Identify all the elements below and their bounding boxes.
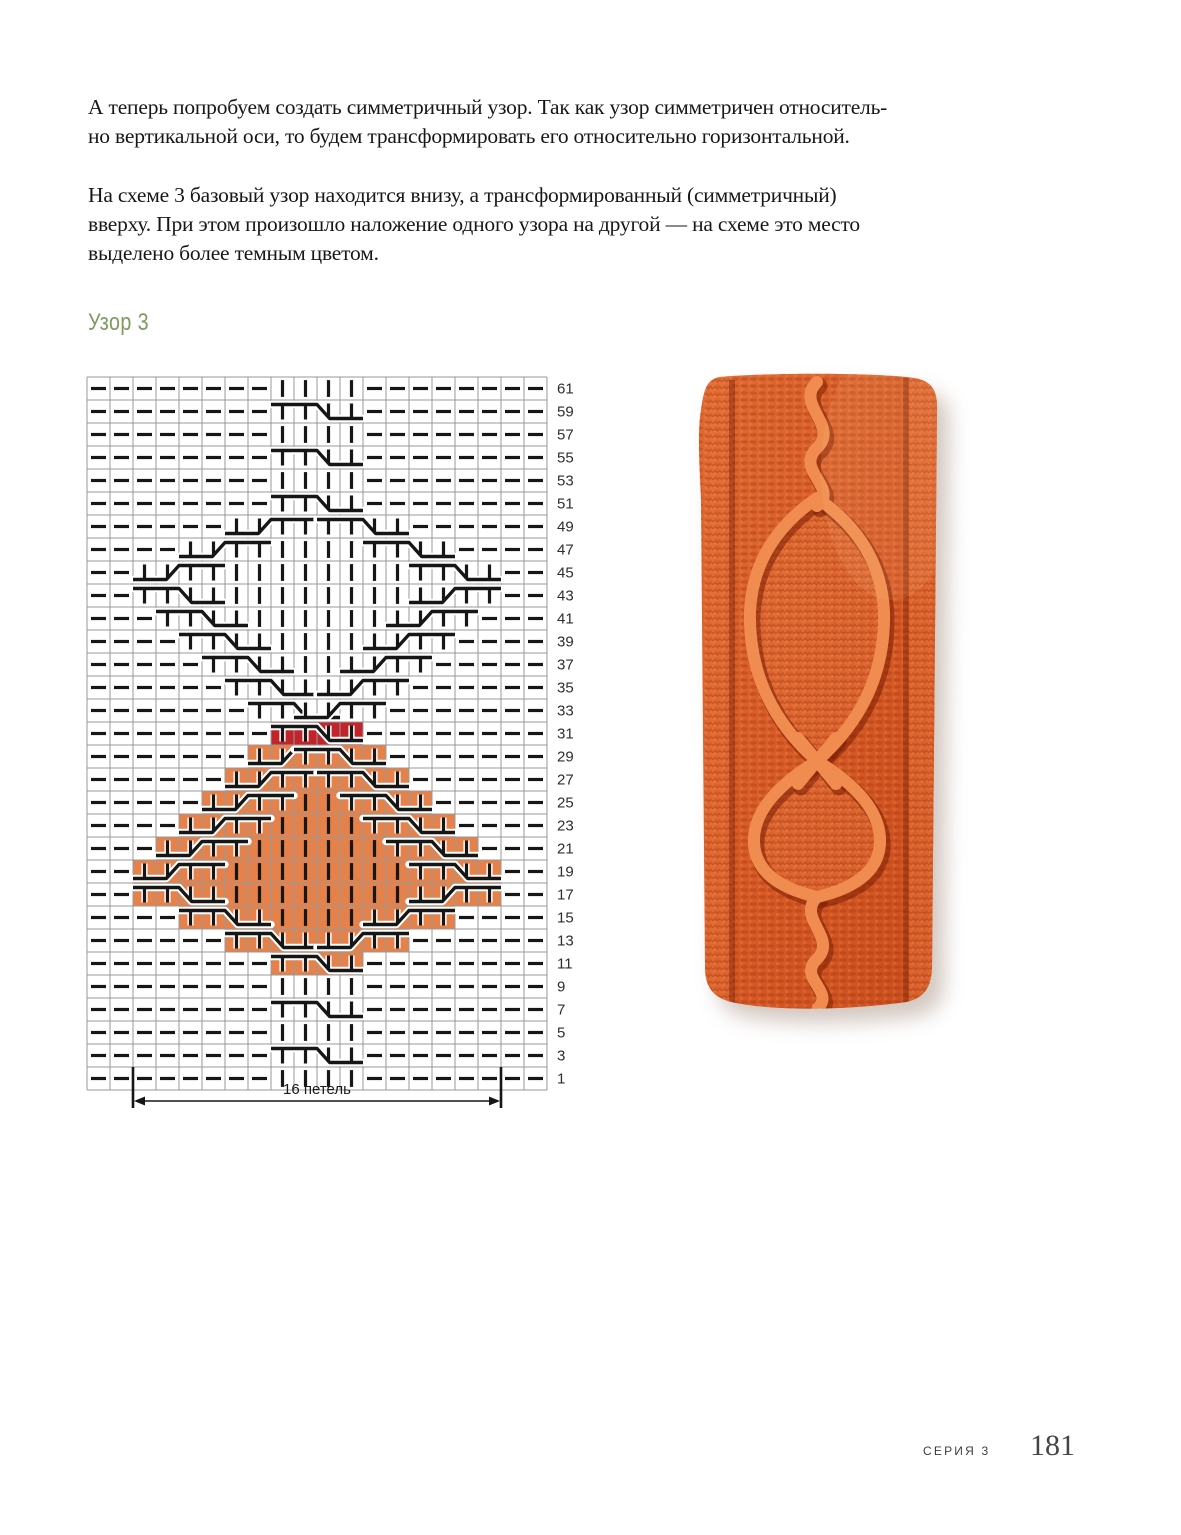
row-number: 59 [557,403,574,421]
paragraph-2-line-2: вверху. При этом произошло наложение одного узора на другой — на схеме это место [88,212,860,236]
row-number: 61 [557,380,574,398]
row-number: 19 [557,863,574,881]
row-number: 29 [557,748,574,766]
row-number: 31 [557,725,574,743]
row-number: 53 [557,472,574,490]
row-number: 41 [557,610,574,628]
paragraph-2-line-3: выделено более темным цветом. [88,241,379,265]
row-number: 45 [557,564,574,582]
row-number: 1 [557,1070,566,1088]
paragraph-2-line-1: На схеме 3 базовый узор находится внизу, а трансформированный (симметричный) [88,183,837,207]
row-number: 47 [557,541,574,559]
row-number: 9 [557,978,566,996]
row-number: 5 [557,1024,566,1042]
chart-grid [87,377,547,1090]
row-number: 51 [557,495,574,513]
row-number: 33 [557,702,574,720]
row-number: 7 [557,1001,566,1019]
footer-page-number: 181 [1030,1429,1075,1462]
row-number: 11 [557,955,573,973]
row-number: 13 [557,932,574,950]
row-number: 25 [557,794,574,812]
paragraph-1-line-2: но вертикальной оси, то будем трансформировать его относительно горизонтальной. [88,124,850,148]
stitch-count-label: 16 петель [283,1081,351,1098]
row-number: 21 [557,840,574,858]
row-number: 57 [557,426,574,444]
row-number: 17 [557,886,574,904]
row-number: 55 [557,449,574,467]
paragraph-1-line-1: А теперь попробуем создать симметричный узор. Так как узор симметричен относитель- [88,95,888,119]
row-number: 23 [557,817,574,835]
footer-series-label: СЕРИЯ 3 [923,1444,991,1458]
pattern-heading: Узор 3 [88,309,149,336]
row-number: 15 [557,909,574,927]
row-number: 27 [557,771,574,789]
row-number: 49 [557,518,574,536]
row-number: 39 [557,633,574,651]
knitted-swatch-photo [686,370,948,1018]
row-number: 3 [557,1047,566,1065]
row-number: 43 [557,587,574,605]
row-number: 37 [557,656,574,674]
swatch-fabric [686,370,948,1018]
row-number: 35 [557,679,574,697]
